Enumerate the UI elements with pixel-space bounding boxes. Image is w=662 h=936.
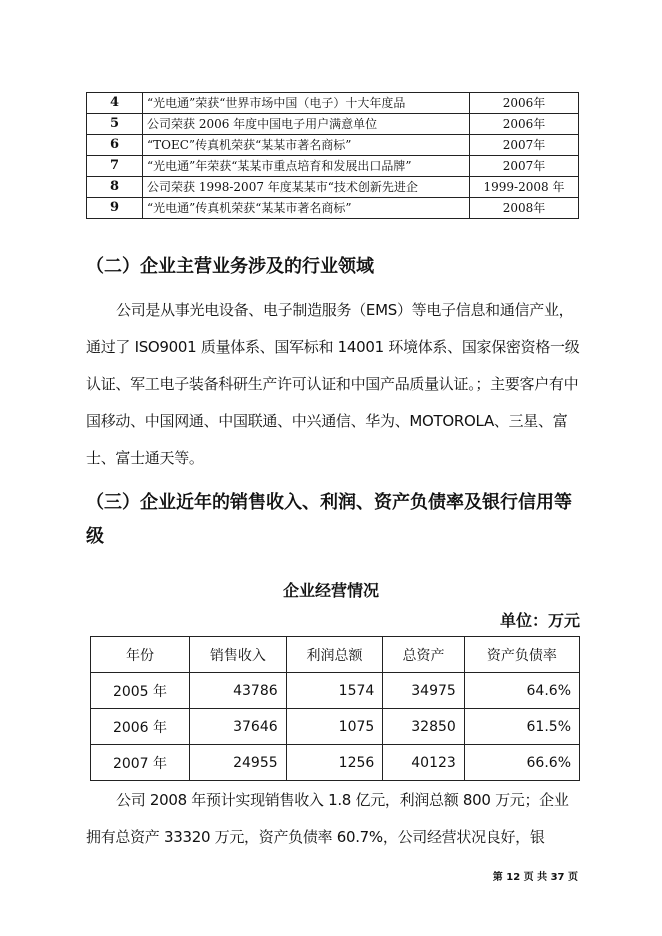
page-number: 第 12 页 共 37 页: [492, 872, 578, 883]
finance-table-title: 企业经营情况: [282, 581, 379, 600]
section-3-heading: （三）企业近年的销售收入、利润、资产负债率及银行信用等级: [86, 492, 572, 547]
award-text: 公司荣获 1998-2007 年度某某市“技术创新先进企: [143, 177, 470, 198]
award-year: 2006年: [469, 93, 578, 114]
section-2-heading: （二）企业主营业务涉及的行业领域: [86, 256, 374, 277]
finance-value-cell: 37646: [190, 709, 287, 745]
award-text: 公司荣获 2006 年度中国电子用户满意单位: [143, 114, 470, 135]
finance-row: [91, 709, 580, 745]
finance-year-cell: 2007 年: [91, 745, 190, 781]
award-row: [87, 156, 579, 177]
award-year: 2008年: [469, 198, 578, 219]
finance-value-cell: 40123: [383, 745, 464, 781]
finance-header-cell: 总资产: [383, 637, 464, 673]
award-year: 1999-2008 年: [469, 177, 578, 198]
finance-value-cell: 1574: [286, 673, 383, 709]
award-row: [87, 114, 579, 135]
award-number: 7: [87, 156, 143, 177]
award-row: [87, 177, 579, 198]
finance-year-cell: 2005 年: [91, 673, 190, 709]
award-text: “光电通”年荣获“某某市重点培育和发展出口品牌”: [143, 156, 470, 177]
finance-value-cell: 1256: [286, 745, 383, 781]
finance-value-cell: 66.6%: [464, 745, 579, 781]
award-text: “光电通”荣获“世界市场中国（电子）十大年度品: [143, 93, 470, 114]
closing-paragraph: 公司 2008 年预计实现销售收入 1.8 亿元，利润总额 800 万元；企业拥有总资产 33320 万元，资产负债率 60.7%，公司经营状况良好，银: [86, 791, 569, 846]
finance-value-cell: 1075: [286, 709, 383, 745]
finance-unit-label: 单位：万元: [499, 611, 580, 630]
award-number: 4: [87, 93, 143, 114]
award-number: 5: [87, 114, 143, 135]
finance-year-cell: 2006 年: [91, 709, 190, 745]
finance-value-cell: 32850: [383, 709, 464, 745]
finance-header-cell: 年份: [91, 637, 190, 673]
finance-value-cell: 34975: [383, 673, 464, 709]
section-2-body: 公司是从事光电设备、电子制造服务（EMS）等电子信息和通信产业，通过了 ISO9001 质量体系、国军标和 14001 环境体系、国家保密资格一级认证、军工电子装备科研生产许可认证和中国产品质量认证。；主要客户有中国移动、中国网通、中国联通、中兴通信、华为、MOTOROLA、三星、富士、富士通天等。: [86, 301, 580, 467]
award-row: [87, 198, 579, 219]
finance-table: [90, 636, 580, 781]
award-number: 8: [87, 177, 143, 198]
award-number: 6: [87, 135, 143, 156]
finance-value-cell: 43786: [190, 673, 287, 709]
finance-header-cell: 资产负债率: [464, 637, 579, 673]
finance-value-cell: 24955: [190, 745, 287, 781]
finance-value-cell: 61.5%: [464, 709, 579, 745]
finance-header-cell: 销售收入: [190, 637, 287, 673]
finance-value-cell: 64.6%: [464, 673, 579, 709]
award-text: “TOEC”传真机荣获“某某市著名商标”: [143, 135, 470, 156]
awards-table: [86, 92, 579, 219]
award-year: 2007年: [469, 156, 578, 177]
finance-header-row: [91, 637, 580, 673]
finance-header-cell: 利润总额: [286, 637, 383, 673]
finance-row: [91, 673, 580, 709]
award-year: 2007年: [469, 135, 578, 156]
award-number: 9: [87, 198, 143, 219]
award-row: [87, 93, 579, 114]
award-year: 2006年: [469, 114, 578, 135]
award-row: [87, 135, 579, 156]
award-text: “光电通”传真机荣获“某某市著名商标”: [143, 198, 470, 219]
finance-row: [91, 745, 580, 781]
